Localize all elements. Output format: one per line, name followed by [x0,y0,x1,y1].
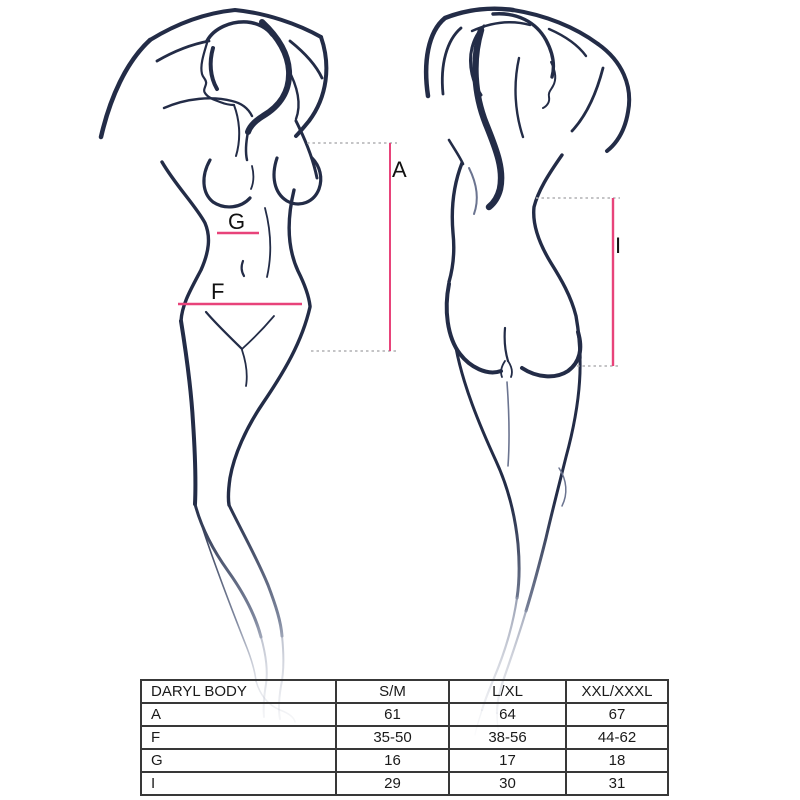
table-row-label-cell: I [141,772,336,795]
table-value-cell: 35-50 [336,726,449,749]
table-value-cell: 38-56 [449,726,566,749]
table-row [141,703,668,726]
table-value-cell: 44-62 [566,726,668,749]
table-row [141,749,668,772]
table-header-cell: L/XL [449,680,566,703]
table-header-cell: XXL/XXXL [566,680,668,703]
measurement-markers [178,143,621,366]
figure-front-drawing [101,10,326,722]
table-value-cell: 29 [336,772,449,795]
table-value-cell: 64 [449,703,566,726]
measure-i-label: I [615,233,622,258]
measure-a-label: A [392,157,407,182]
figure-back-drawing [426,9,629,737]
table-value-cell: 17 [449,749,566,772]
table-value-cell: 30 [449,772,566,795]
table-row-label-cell: G [141,749,336,772]
table-value-cell: 16 [336,749,449,772]
size-table-grid [140,679,669,796]
table-header-row [141,680,668,703]
table-header-cell: DARYL BODY [141,680,336,703]
table-header-cell: S/M [336,680,449,703]
table-value-cell: 61 [336,703,449,726]
table-value-cell: 67 [566,703,668,726]
table-row [141,726,668,749]
table-row [141,772,668,795]
measure-g-label: G [228,209,246,234]
size-table [140,679,669,796]
table-row-label-cell: A [141,703,336,726]
table-row-label-cell: F [141,726,336,749]
measure-f-label: F [211,279,225,304]
table-value-cell: 31 [566,772,668,795]
table-value-cell: 18 [566,749,668,772]
